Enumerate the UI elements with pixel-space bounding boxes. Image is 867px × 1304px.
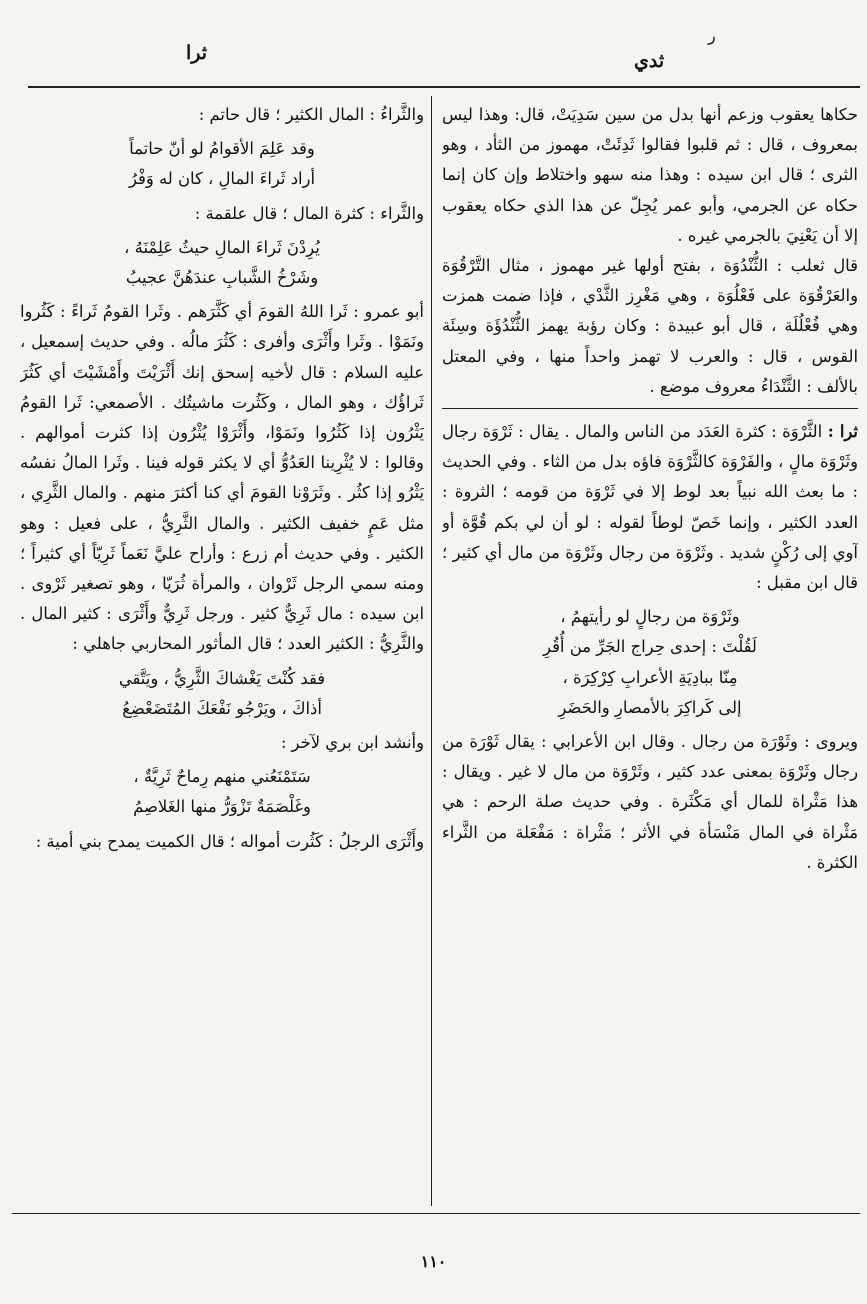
- header-root-right: ثدي: [634, 50, 665, 72]
- verse-line: وشَرْخُ الشَّبابِ عندَهُنَّ عجيبُ: [125, 268, 319, 288]
- page-number: ١١٠: [420, 1252, 447, 1271]
- paragraph: والثَّراء : كثرة المال ؛ قال علقمة :: [194, 203, 424, 223]
- verse-line: وغَلْصَمَةٌ تَزْوَرُّ منها الغَلاصِمُ: [133, 797, 311, 817]
- column-divider: [431, 96, 432, 1206]
- entry-paragraph: ثرا : الثَّرْوَة : كثرة العَدَد من الناس والمال . يقال : ثَرْوَة رجال وثَرْوَة مالٍ ، والفَرْوَة كالثَّرْوَة فاؤه بدل من الثاء . وفي الحديث : ما بعث الله نبياً بعد لوط إلا في ثَرْوَة من قومه ؛ الثروة : العدد الكثير ، وإنما خَصّ لوطاً لقوله : لو أن لي بكم قُوَّة أو آوي إلى رُكْنٍ شديد . وثَرْوَة من رجال وثَرْوَة من مال أي كثير ؛ قال ابن مقبل :: [442, 422, 858, 593]
- verse-line: يُرِدْنَ ثَراءَ المالِ حيثُ عَلِمْنَهُ ،: [124, 237, 320, 257]
- left-column: [20, 100, 424, 1205]
- verse-line: وقد عَلِمَ الأقوامُ لو أنّ حاتماً: [129, 139, 315, 159]
- verse-block: [20, 762, 424, 822]
- verse-line: أراد ثَراءَ المالِ ، كان له وَفْرُ: [128, 169, 316, 189]
- footer-rule: [12, 1213, 860, 1214]
- paragraph: حكاها يعقوب وزعم أنها بدل من سين سَدِيَتْ، قال: وهذا ليس بمعروف ، قال : ثم قلبوا فقالوا ثَدِئَتْ، مهموز من الثأد ، وهو الثرى ؛ قال ابن سيده : وهذا منه سهو واختلاط وإن كان إنما حكاه عن الجرمي، وأبو عمر يُجِلّ عن هذا الذي حكاه يعقوب إلا أن يَعْنِيَ بالجرمي غيره .: [442, 105, 858, 245]
- verse-line: سَتَمْنَعُني منهم رِماحٌ ثَرِيَّةٌ ،: [133, 767, 311, 787]
- verse-line: وثَرْوَة من رجالٍ لو رأيتهمُ ،: [560, 607, 740, 627]
- paragraph: قال ثعلب : الثُّنْدُوَة ، بفتح أولها غير مهموز ، مثال التَّرْقُوَة والعَرْقُوَة على فَعْلُوَة ، وهي مَغْرِز الثَّدْي ، فإذا ضمت همزت وهي فُعْلُلَة ، قال أبو عبيدة : وكان رؤبة يهمز الثُّنْدُؤَة وسِئَة القوس ، قال : والعرب لا تهمز واحداً منها ، وفي المعتل بالألف : الثَّنْدَاءُ معروف موضع .: [442, 256, 858, 396]
- verse-line: فقد كُنْتَ يَغْشاكَ الثَّرِيُّ ، ويَتَّقي: [118, 668, 326, 688]
- verse-block: [20, 233, 424, 293]
- verse-line: لَقُلْتَ : إحدى حِراج الجَرِّ من أُقُرِ: [543, 637, 757, 657]
- verse-block: [20, 664, 424, 724]
- verse-block: [442, 602, 858, 723]
- paragraph: وأنشد ابن بري لآخر :: [280, 733, 424, 753]
- right-column: [442, 100, 858, 1205]
- verse-line: مِنّا ببادِيَةِ الأعرابِ كِرْكِرَة ،: [562, 667, 738, 687]
- paragraph: والثَّراءُ : المال الكثير ؛ قال حاتم :: [198, 105, 424, 124]
- entry-headword: ثرا :: [827, 422, 858, 442]
- header-root-left: ثرا: [186, 42, 208, 64]
- verse-block: [20, 134, 424, 194]
- header-rule: [28, 86, 860, 88]
- verse-line: أذاكَ ، ويَرْجُو نَفْعَكَ المُتَضَعْضِعُ: [122, 698, 322, 718]
- paragraph: وأَثْرَى الرجلُ : كَثُرت أمواله ؛ قال الكميت يمدح بني أمية :: [35, 831, 424, 851]
- paragraph: أبو عمرو : ثَرا اللهُ القومَ أي كَثَّرَهم . وثَرا القومُ ثَراءً : كَثُروا ونَمَوْا . وثَرا وأَثْرَى وأفرى : كَثُرَ مالُه . وفي حديث إسمعيل ، عليه السلام : قال لأخيه إسحق إنك أَثْرَيْتَ وأَمْشَيْتَ أي كَثُرَ ثَراؤُك ، وهو المال ، وكَثُرت ماشيتُك . الأصمعي: ثَرا القومُ يَثْرُون إذا كَثُرُوا ونَمَوْا، وأَثْرَوْا يُثْرُون إذا كثرت أموالهم . وقالوا : لا يُثْرِينا العَدُوُّ أي لا يكثر قوله فينا . وثَرا المالُ نفسُه يَثْرُو إذا كثُر . وثَرَوْنا القومَ أي كنا أكثرَ منهم . والمال الثَّرِي ، مثل عَمٍ خفيف الكثير . والمال الثَّرِيُّ ، على فعيل : وهو الكثير . وفي حديث أم زرع : وأراح عليَّ نَعَماً ثَرِيّاً أي كثيراً ؛ ومنه سمي الرجل ثَرْوان ، والمرأة ثُرَيّا ، وهو تصغير ثَرْوى . ابن سيده : مال ثَرِيٌّ كثير . ورجل ثَرِيٌّ وأَثْرَى : كثير المال . والثَّرِيُّ : الكثير العدد ؛ قال المأثور المحاربي جاهلي :: [20, 302, 424, 654]
- paragraph: ويروى : وثَوْرَة من رجال . وقال ابن الأعرابي : يقال ثَوْرَة من رجال وثَرْوَة بمعنى عدد كثير ، وثَرْوَة من مال لا غير . ويقال : هذا مَثْراة للمال أي مَكْثَرة . وفي حديث صلة الرحم : هي مَثْراة في المال مَنْسَأة في الأثر ؛ مَثْراة : مَفْعَلة من الثَّراء الكثرة .: [442, 732, 858, 872]
- verse-line: إلى كَراكِرَ بالأمصارِ والحَضَرِ: [558, 697, 742, 717]
- entry-separator: [442, 408, 858, 409]
- handwritten-mark: ر: [708, 26, 716, 45]
